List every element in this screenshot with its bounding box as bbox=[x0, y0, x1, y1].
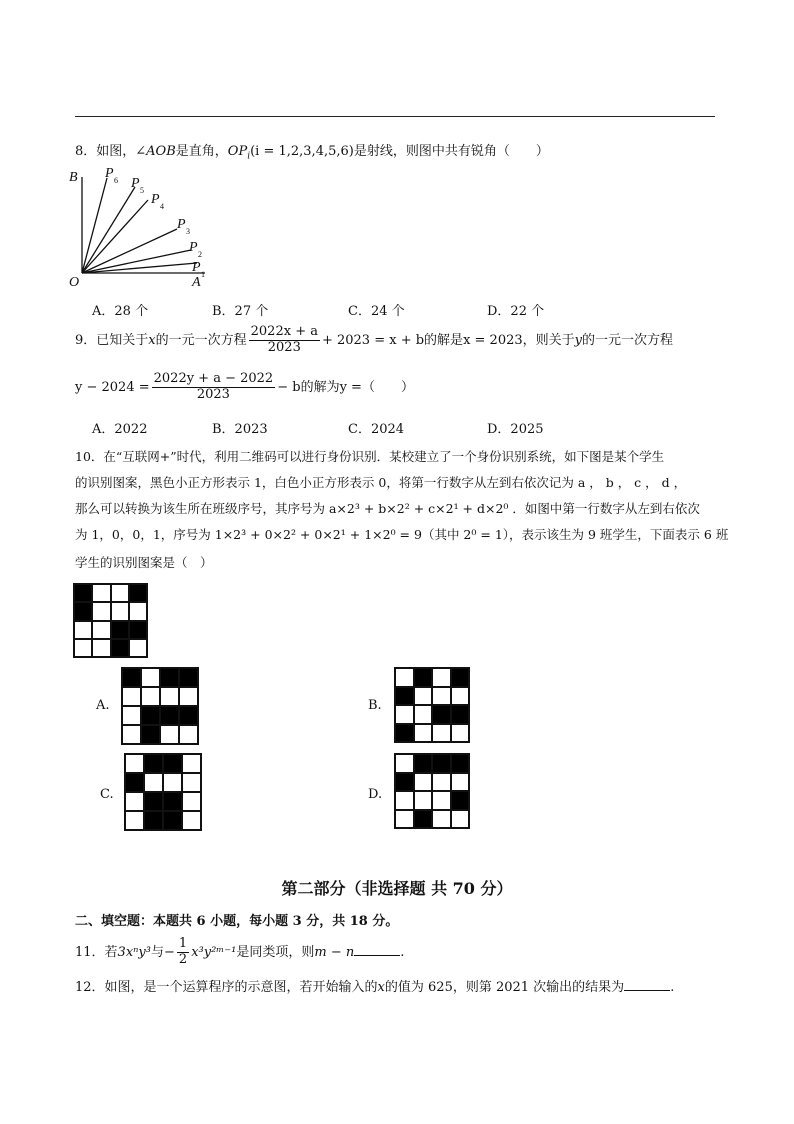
grid-cell-black bbox=[144, 792, 163, 811]
q10-line4: 为 1，0，0，1，序号为 1×2³ + 0×2² + 0×2¹ + 1×2⁰ = 9（其中 2⁰ = 1），表示该生为 9 班学生，下面表示 6 班 bbox=[75, 527, 729, 542]
q11-tail: 是同类项，则 bbox=[236, 944, 315, 960]
grid-cell-black bbox=[395, 724, 414, 743]
q10-grid-option-a[interactable] bbox=[121, 667, 199, 745]
grid-cell-black bbox=[432, 705, 451, 724]
q9-mid4: 的一元一次方程 bbox=[582, 332, 674, 348]
grid-cell-white bbox=[92, 621, 110, 639]
grid-cell-black bbox=[163, 754, 182, 773]
grid-cell-white bbox=[414, 687, 433, 706]
grid-cell-black bbox=[395, 773, 414, 792]
grid-cell-black bbox=[122, 668, 141, 687]
q10-line3: 那么可以转换为该生所在班级序号，其序号为 a×2³ + b×2² + c×2¹ + d×2⁰ ．如图中第一行数字从左到右依次 bbox=[75, 501, 700, 516]
q11-term2: x³y²ᵐ⁻¹ bbox=[191, 944, 237, 960]
q11-end: . bbox=[400, 944, 405, 960]
q8-ray: OP bbox=[227, 144, 248, 159]
grid-cell-white bbox=[395, 791, 414, 810]
grid-cell-black bbox=[414, 668, 433, 687]
q11-mid: 与 bbox=[150, 944, 164, 960]
q9-line2-head: y − 2024 = bbox=[75, 379, 150, 395]
grid-cell-white bbox=[432, 668, 451, 687]
q10-grid-option-d[interactable] bbox=[394, 753, 470, 829]
q12-text-b: 的值为 625，则第 2021 次输出的结果为 bbox=[384, 980, 625, 995]
question-8-stem bbox=[75, 140, 549, 162]
grid-cell-black bbox=[160, 706, 179, 725]
sub-1: 1 bbox=[201, 270, 205, 279]
q9-line2-tail: − b bbox=[277, 379, 301, 395]
grid-cell-black bbox=[179, 668, 198, 687]
sub-5: 5 bbox=[140, 186, 144, 195]
grid-cell-white bbox=[179, 687, 198, 706]
q9-mid1: 的一元一次方程 bbox=[155, 332, 247, 348]
grid-cell-white bbox=[395, 705, 414, 724]
grid-cell-white bbox=[432, 724, 451, 743]
grid-cell-white bbox=[451, 810, 470, 829]
grid-cell-white bbox=[92, 584, 110, 602]
grid-cell-black bbox=[74, 584, 92, 602]
grid-cell-black bbox=[111, 639, 129, 657]
grid-cell-white bbox=[122, 706, 141, 725]
grid-cell-white bbox=[125, 754, 144, 773]
grid-cell-white bbox=[451, 687, 470, 706]
q11-fraction bbox=[177, 937, 189, 968]
grid-cell-black bbox=[414, 810, 433, 829]
grid-cell-white bbox=[414, 724, 433, 743]
grid-cell-white bbox=[129, 602, 147, 620]
grid-cell-white bbox=[141, 687, 160, 706]
q9-prefix: 9．已知关于 bbox=[75, 332, 149, 348]
grid-cell-white bbox=[160, 725, 179, 744]
q9-option-d[interactable]: D．2025 bbox=[487, 422, 544, 437]
grid-cell-white bbox=[125, 811, 144, 830]
grid-cell-white bbox=[160, 687, 179, 706]
grid-cell-white bbox=[414, 705, 433, 724]
q11-minus: − bbox=[164, 944, 175, 960]
q9-mid2: 的解是 bbox=[424, 332, 464, 348]
grid-cell-white bbox=[182, 811, 201, 830]
grid-cell-black bbox=[451, 791, 470, 810]
grid-cell-white bbox=[74, 639, 92, 657]
q9-ask: y =（ ） bbox=[339, 379, 414, 395]
q8-option-a[interactable]: A．28 个 bbox=[92, 304, 149, 319]
grid-cell-black bbox=[141, 725, 160, 744]
grid-cell-white bbox=[414, 773, 433, 792]
grid-cell-white bbox=[163, 773, 182, 792]
grid-cell-black bbox=[141, 706, 160, 725]
q8-angle: ∠AOB bbox=[135, 144, 176, 159]
q8-text-a: 8．如图， bbox=[75, 144, 136, 159]
grid-cell-black bbox=[160, 668, 179, 687]
grid-cell-black bbox=[451, 754, 470, 773]
q9-var-y: y bbox=[574, 332, 583, 348]
grid-cell-white bbox=[432, 773, 451, 792]
grid-cell-white bbox=[179, 725, 198, 744]
grid-cell-black bbox=[414, 754, 433, 773]
q9-frac2-num: 2022y + a − 2022 bbox=[153, 371, 274, 386]
q8-text-b: 是直角， bbox=[175, 144, 228, 159]
label-a: A bbox=[192, 275, 201, 290]
grid-cell-white bbox=[129, 639, 147, 657]
q9-fraction-1 bbox=[249, 325, 320, 356]
grid-cell-black bbox=[129, 621, 147, 639]
grid-cell-black bbox=[144, 754, 163, 773]
grid-cell-white bbox=[432, 791, 451, 810]
grid-cell-white bbox=[122, 725, 141, 744]
grid-cell-black bbox=[432, 754, 451, 773]
q10-line5: 学生的识别图案是（ ） bbox=[75, 555, 213, 570]
q8-text-c: 是射线，则图中共有锐角（ ） bbox=[353, 144, 549, 159]
q9-option-a[interactable]: A．2022 bbox=[92, 422, 148, 437]
grid-cell-white bbox=[395, 810, 414, 829]
q8-option-c[interactable]: C．24 个 bbox=[348, 304, 405, 319]
grid-cell-white bbox=[111, 584, 129, 602]
q11-answer-blank[interactable] bbox=[354, 943, 400, 956]
q11-frac-num: 1 bbox=[178, 936, 188, 951]
q9-solution: x = 2023 bbox=[463, 332, 523, 348]
grid-cell-white bbox=[451, 773, 470, 792]
q9-fraction-2 bbox=[152, 372, 276, 403]
q9-frac2-den: 2023 bbox=[196, 386, 230, 402]
question-9-line1 bbox=[75, 325, 673, 356]
fill-in-heading: 二、填空题：本题共 6 小题，每小题 3 分，共 18 分。 bbox=[75, 914, 399, 929]
grid-cell-black bbox=[163, 811, 182, 830]
q11-term1: 3xⁿy³ bbox=[117, 944, 151, 960]
sub-6: 6 bbox=[114, 176, 118, 185]
label-p2: P bbox=[189, 240, 198, 255]
sub-4: 4 bbox=[160, 202, 164, 211]
grid-cell-black bbox=[129, 584, 147, 602]
q10-grid-option-c[interactable] bbox=[124, 753, 202, 831]
question-9-line2 bbox=[75, 372, 414, 403]
label-b: B bbox=[69, 170, 78, 185]
grid-cell-black bbox=[451, 705, 470, 724]
q12-end: . bbox=[670, 980, 675, 995]
part-two-title: 第二部分（非选择题 共 70 分） bbox=[281, 879, 513, 898]
grid-cell-black bbox=[395, 687, 414, 706]
grid-cell-black bbox=[451, 668, 470, 687]
q11-frac-den: 2 bbox=[178, 951, 188, 967]
grid-cell-black bbox=[125, 773, 144, 792]
grid-cell-white bbox=[111, 602, 129, 620]
grid-cell-black bbox=[163, 792, 182, 811]
q11-expr: m − n bbox=[314, 944, 355, 960]
grid-cell-white bbox=[182, 754, 201, 773]
q10-label-c: C. bbox=[100, 787, 114, 802]
grid-cell-black bbox=[179, 706, 198, 725]
q10-label-d: D. bbox=[368, 787, 383, 802]
q8-paren: (i = 1,2,3,4,5,6) bbox=[250, 144, 354, 159]
q9-frac1-den: 2023 bbox=[267, 339, 301, 355]
grid-cell-white bbox=[182, 792, 201, 811]
grid-cell-white bbox=[182, 773, 201, 792]
q9-eq1-tail: + 2023 = x + b bbox=[321, 332, 425, 348]
q9-line2-end: 的解为 bbox=[300, 379, 340, 395]
label-p6: P bbox=[105, 166, 114, 181]
q12-text-a: 12．如图，是一个运算程序的示意图，若开始输入的 bbox=[75, 980, 378, 995]
label-p4: P bbox=[151, 192, 160, 207]
grid-cell-white bbox=[432, 810, 451, 829]
q10-line2: 的识别图案，黑色小正方形表示 1，白色小正方形表示 0，将第一行数字从左到右依次记为 a ， b ， c ， d ， bbox=[75, 475, 687, 490]
q8-angle-figure bbox=[65, 165, 215, 290]
q10-line1: 10．在“互联网+”时代，利用二维码可以进行身份识别．某校建立了一个身份识别系统，如下图是某个学生 bbox=[75, 449, 665, 464]
q10-label-b: B. bbox=[368, 698, 382, 713]
grid-cell-white bbox=[414, 791, 433, 810]
label-p3: P bbox=[177, 217, 186, 232]
q8-option-b[interactable]: B．27 个 bbox=[212, 304, 269, 319]
grid-cell-white bbox=[74, 621, 92, 639]
grid-cell-black bbox=[74, 602, 92, 620]
grid-cell-black bbox=[144, 811, 163, 830]
grid-cell-black bbox=[111, 621, 129, 639]
q9-frac1-num: 2022x + a bbox=[250, 324, 318, 339]
grid-cell-white bbox=[92, 602, 110, 620]
question-11 bbox=[75, 937, 404, 968]
q9-option-b[interactable]: B．2023 bbox=[212, 422, 268, 437]
sub-3: 3 bbox=[186, 227, 190, 236]
sub-2: 2 bbox=[198, 250, 202, 259]
q12-var-x: x bbox=[377, 980, 385, 995]
grid-cell-white bbox=[92, 639, 110, 657]
grid-cell-white bbox=[144, 773, 163, 792]
q11-prefix: 11．若 bbox=[75, 944, 118, 960]
q12-answer-blank[interactable] bbox=[624, 978, 670, 991]
q10-label-a: A. bbox=[96, 698, 110, 713]
label-p5: P bbox=[131, 176, 140, 191]
grid-cell-white bbox=[432, 687, 451, 706]
q9-var-x: x bbox=[148, 332, 156, 348]
grid-cell-white bbox=[125, 792, 144, 811]
grid-cell-white bbox=[122, 687, 141, 706]
q9-option-c[interactable]: C．2024 bbox=[348, 422, 405, 437]
q10-sample-grid bbox=[73, 583, 148, 658]
ray-op2 bbox=[82, 250, 191, 273]
q8-ray-sub: i bbox=[247, 151, 251, 162]
header-rule bbox=[75, 116, 715, 117]
grid-cell-white bbox=[451, 724, 470, 743]
q10-grid-option-b[interactable] bbox=[394, 667, 470, 743]
grid-cell-white bbox=[141, 668, 160, 687]
label-o: O bbox=[69, 275, 80, 290]
label-p1: P bbox=[192, 260, 201, 275]
grid-cell-white bbox=[395, 668, 414, 687]
question-12 bbox=[75, 976, 674, 995]
q9-mid3: ，则关于 bbox=[522, 332, 575, 348]
grid-cell-white bbox=[395, 754, 414, 773]
q8-option-d[interactable]: D．22 个 bbox=[487, 304, 545, 319]
